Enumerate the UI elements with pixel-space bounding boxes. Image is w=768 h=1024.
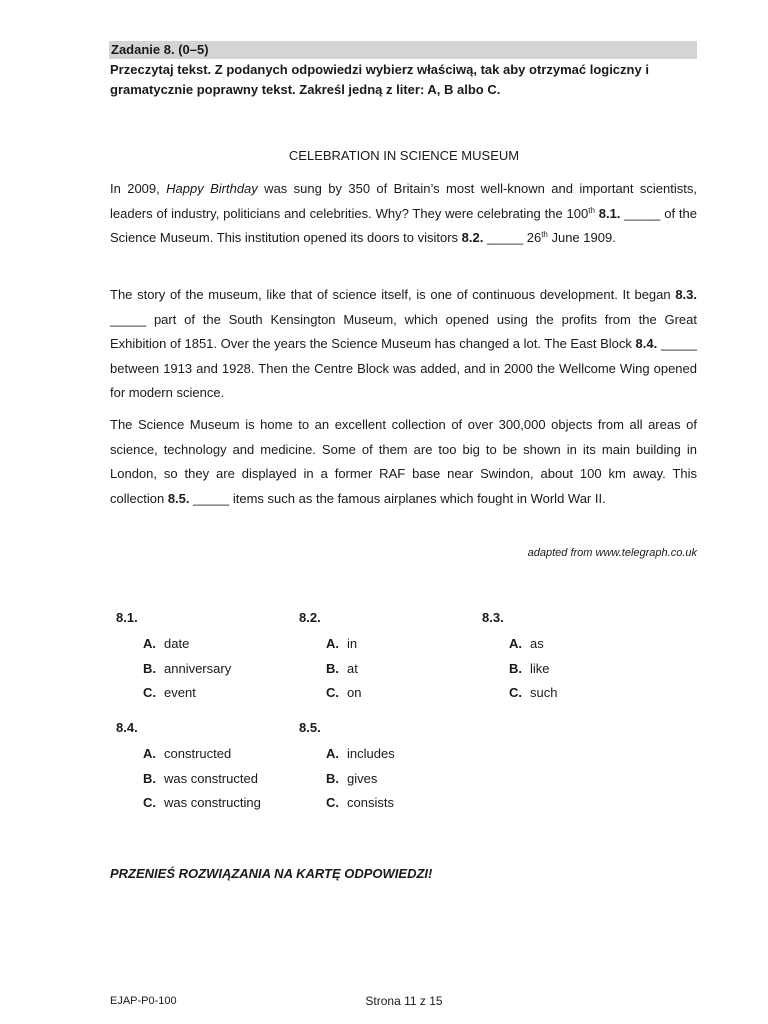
gap-8-2: 8.2. — [461, 230, 484, 245]
task-title: Zadanie 8. (0–5) — [111, 42, 209, 57]
question-number: 8.2. — [299, 610, 321, 625]
gap-8-4: 8.4. — [635, 336, 658, 351]
question-8-5 — [299, 719, 479, 816]
option-b[interactable]: B. anniversary — [143, 660, 232, 676]
gap-8-5: 8.5. — [167, 490, 190, 506]
question-8-1 — [116, 609, 296, 706]
option-c[interactable]: C. on — [326, 685, 362, 700]
page-number: Strona 11 z 15 — [365, 994, 443, 1008]
exam-code: EJAP-P0-100 — [110, 995, 177, 1007]
question-number: 8.4. — [116, 720, 138, 735]
option-c[interactable]: C. was constructing — [143, 795, 261, 810]
option-a[interactable]: A. in — [326, 636, 358, 651]
paragraph-1: In 2009, Happy Birthday was sung by 350 of Britain’s most well-known and important scientists, leaders of industry, politicians and celebrities. Why? They were celebrating the 100th 8.1. _____ of the Science Museum. This institution opened its doors to visitors 8.2. _____ 26th June 1909. — [110, 181, 697, 245]
question-8-3 — [482, 609, 662, 706]
paragraph-2: The story of the museum, like that of science itself, is one of continuous development. It began 8.3. _____ part of the South Kensington Museum, which opened using the profits from the Great Exhibition of 1851. Over the years the Science Museum has changed a lot. The East Block 8.4. _____ between 1913 and 1928. Then the Centre Block was added, and in 2000 the Wellcome Wing opened for modern science. — [110, 287, 697, 400]
option-c[interactable]: C. consists — [326, 795, 394, 810]
option-b[interactable]: B. gives — [326, 770, 378, 786]
question-number: 8.1. — [116, 610, 138, 625]
question-number: 8.5. — [299, 720, 321, 735]
question-number: 8.3. — [482, 610, 504, 625]
option-a[interactable]: A. date — [143, 636, 190, 651]
option-c[interactable]: C. such — [509, 685, 558, 700]
option-a[interactable]: A. includes — [326, 746, 395, 761]
option-b[interactable]: B. at — [326, 660, 358, 676]
option-c[interactable]: C. event — [143, 685, 196, 700]
song-title: Happy Birthday — [166, 181, 258, 196]
transfer-answers-note: PRZENIEŚ ROZWIĄZANIA NA KARTĘ ODPOWIEDZI! — [110, 866, 433, 881]
option-b[interactable]: B. like — [509, 660, 550, 676]
gap-8-1: 8.1. — [598, 205, 621, 221]
task-instruction: Przeczytaj tekst. Z podanych odpowiedzi wybierz właściwą, tak aby otrzymać logiczny i gramatycznie poprawny tekst. Zakreśl jedną z liter: A, B albo C. — [110, 62, 649, 97]
option-a[interactable]: A. constructed — [143, 746, 232, 761]
source-note: adapted from www.telegraph.co.uk — [527, 547, 697, 559]
option-b[interactable]: B. was constructed — [143, 770, 258, 786]
text-heading: CELEBRATION IN SCIENCE MUSEUM — [288, 148, 520, 163]
option-a[interactable]: A. as — [509, 636, 544, 651]
question-8-2 — [299, 609, 479, 706]
paragraph-3: The Science Museum is home to an excellent collection of over 300,000 objects from all areas of science, technology and medicine. Some of them are too big to be shown in its main building in London, so they are displayed in a former RAF base near Swindon, about 100 km away. This collection 8.5. _____ items such as the famous airplanes which fought in World War II. — [110, 417, 697, 506]
gap-8-3: 8.3. — [675, 287, 697, 302]
question-8-4 — [116, 719, 296, 816]
